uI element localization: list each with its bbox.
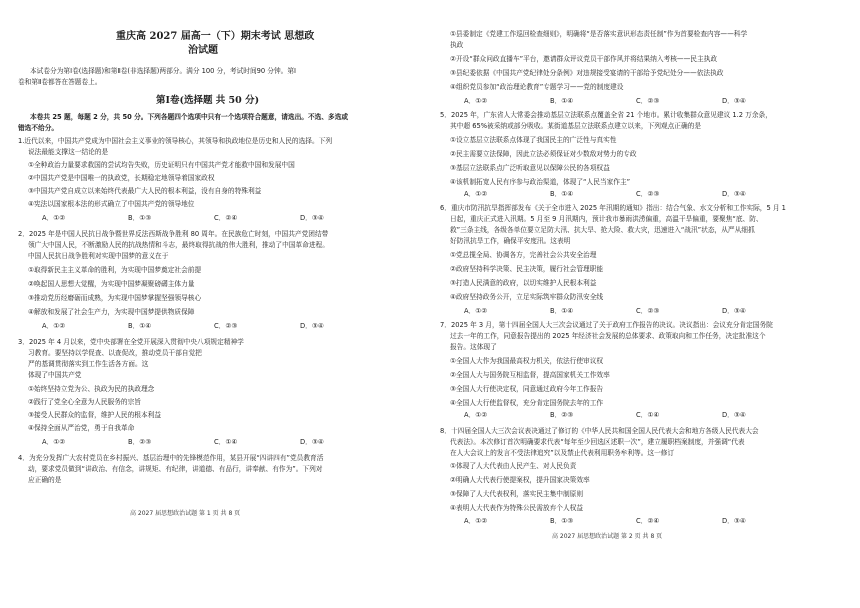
q2-option-c[interactable]: C．②③ — [214, 322, 238, 330]
q8-stem-line3: 在人大会议上的发言不受法律追究”以及禁止代表利用职务牟利等。这一修订 — [450, 449, 675, 457]
q2-stem-line3: 中国人民抗日战争胜利对实现中国梦的意义在于 — [28, 252, 169, 260]
q7-item-4: ④全国人大行使监督权，充分肯定国务院去年的工作 — [450, 399, 604, 407]
q4-item-3: ③县纪委依据《中国共产党纪律处分条例》对违规接受宴请的干部给予党纪处分——依法执政 — [450, 69, 724, 77]
q2-option-d[interactable]: D．③④ — [300, 322, 324, 330]
q7-option-a[interactable]: A．①② — [464, 411, 488, 419]
q5-option-c[interactable]: C．②③ — [636, 190, 660, 198]
q4-option-b[interactable]: B．①④ — [550, 97, 574, 105]
q3-item-4: ④保持全面从严治党，勇于自我革命 — [28, 424, 135, 432]
q6-stem-line4: 好防汛抗旱工作，确保平安度汛。这表明 — [450, 237, 571, 245]
q8-option-a[interactable]: A．①② — [464, 517, 488, 525]
q5-option-a[interactable]: A．①② — [464, 190, 488, 198]
q8-option-d[interactable]: D．③④ — [722, 517, 746, 525]
q8-item-3: ③保障了人大代表权利，落实民主集中制原则 — [450, 490, 584, 498]
q1-stem-line1: 1.近代以来，中国共产党成为中国社会主义事业的领导核心，其领导和执政地位是历史和人民的选择。下列 — [18, 137, 333, 145]
q4-stem-line2: 动，要求党员做到“讲政治、有信念，讲规矩、有纪律，讲道德、有品行，讲奉献、有作为”。下列对 — [28, 465, 323, 473]
q5-item-3: ③基层立法联系点广泛听取意见以保障公民的各项权益 — [450, 164, 610, 172]
q1-item-4: ④宪法以国家根本法的形式确立了中国共产党的领导地位 — [28, 200, 195, 208]
q7-item-1: ①全国人大作为我国最高权力机关，依法行使审议权 — [450, 357, 604, 365]
q8-item-2: ②明确人大代表行使提案权，提升国家决策效率 — [450, 476, 590, 484]
q4-option-c[interactable]: C．②③ — [636, 97, 660, 105]
right-column — [440, 0, 845, 608]
q8-item-1: ①体现了人大代表由人民产生、对人民负责 — [450, 462, 577, 470]
q3-stem-line4: 体现了中国共产党 — [28, 371, 82, 379]
q6-item-2: ②政府坚持科学决策、民主决策，履行社会管理职能 — [450, 265, 604, 273]
q5-options — [464, 190, 808, 199]
q1-option-b[interactable]: B．①③ — [128, 214, 152, 222]
q3-option-d[interactable]: D．③④ — [300, 438, 324, 446]
q3-item-1: ①始终坚持立党为公、执政为民的执政理念 — [28, 385, 155, 393]
q4-item-1-cont: 执政 — [450, 41, 464, 49]
q6-option-d[interactable]: D．③④ — [722, 307, 746, 315]
exam-title-line2: 治试题 — [188, 45, 218, 56]
q6-item-3: ③打造人民满意的政府，以切实维护人民根本利益 — [450, 279, 597, 287]
section1-title: 第Ⅰ卷(选择题 共 50 分) — [156, 95, 260, 106]
q3-option-c[interactable]: C．①④ — [214, 438, 238, 446]
q3-stem-line3: 严的基调贯彻落实到工作生活各方面。这 — [28, 360, 149, 368]
q2-item-2: ②唤起国人思想大觉醒，为实现中国梦凝聚磅礴主体力量 — [28, 280, 195, 288]
q8-option-c[interactable]: C．②④ — [636, 517, 660, 525]
q4-item-2: ②开设“群众问政直播车”平台，邀请群众评议党员干部作风并将结果纳入考核——民主执政 — [450, 55, 718, 63]
q5-stem-line1: 5．2025 年，广东省人大常委会推动基层立法联系点覆盖全省 21 个地市。累计收集群众意见建议 1.2 万余条， — [440, 111, 772, 119]
section1-instruction-line1: 本卷共 25 题，每题 2 分，共 50 分。下列各题四个选项中只有一个选项符合题意，请选出。不选、多选或 — [30, 113, 349, 121]
q4-option-d[interactable]: D．③④ — [722, 97, 746, 105]
q5-stem-line2: 其中超 65%被采纳或部分吸收。某街道基层立法联系点建立以来，下列观点正确的是 — [450, 122, 702, 130]
q7-item-3: ③全国人大行使决定权，同意通过政府今年工作报告 — [450, 385, 604, 393]
q7-item-2: ②全国人大与国务院互相监督，提高国家机关工作效率 — [450, 371, 610, 379]
intro-line1: 本试卷分为第Ⅰ卷(选择题)和第Ⅱ卷(非选择题)两部分。满分 100 分，考试时间90 分钟。第Ⅰ — [30, 67, 297, 75]
q4-stem-line1: 4．为充分发挥广大农村党员在乡村振兴、基层治理中的先锋模范作用，某县开展“四讲四有”党员教育活 — [18, 454, 324, 462]
q5-option-d[interactable]: D．③④ — [722, 190, 746, 198]
q2-option-a[interactable]: A．①② — [42, 322, 66, 330]
q7-option-b[interactable]: B．②③ — [550, 411, 574, 419]
q7-stem-line3: 报告。这体现了 — [450, 343, 497, 351]
q3-stem-line2: 习教育。要坚持以学促查、以查促改，推动党员干部自觉把 — [28, 349, 202, 357]
q8-options — [464, 517, 808, 526]
q4-item-1: ①县委制定《党建工作巡回检查细则》，明确将“是否落实意识形态责任制”作为首要检查内容——科学 — [450, 30, 748, 38]
q6-option-c[interactable]: C．②③ — [636, 307, 660, 315]
exam-title-line1: 重庆高 2027 届高一（下）期末考试 思想政 — [116, 31, 315, 42]
q2-stem-line2: 领广大中国人民，不断激励人民的抗战热情和斗志，最终取得抗战的伟大胜利，推动了中国革命进程。 — [28, 241, 329, 249]
q6-stem-line3: 救”三条主线，各级各单位要立足防大汛、抗大旱、抢大险、救大灾，迅速进入“战汛”状态，从严从细抓 — [450, 226, 755, 234]
q3-item-3: ③接受人民群众的监督，维护人民的根本利益 — [28, 411, 162, 419]
q2-option-b[interactable]: B．①④ — [128, 322, 152, 330]
left-column — [18, 0, 420, 608]
q6-item-1: ①党总揽全局、协调各方，完善社会公共安全治理 — [450, 251, 597, 259]
q3-option-b[interactable]: B．②③ — [128, 438, 152, 446]
q3-stem-line1: 3．2025 年 4 月以来，党中央部署在全党开展深入贯彻中央八项规定精神学 — [18, 338, 244, 346]
q8-option-b[interactable]: B．①③ — [550, 517, 574, 525]
q1-option-d[interactable]: D．③④ — [300, 214, 324, 222]
q2-stem-line1: 2．2025 年是中国人民抗日战争暨世界反法西斯战争胜利 80 周年。在民族危亡时刻，中国共产党团结带 — [18, 230, 329, 238]
q2-item-1: ①取得新民主主义革命的胜利，为实现中国梦奠定社会前提 — [28, 266, 202, 274]
q7-option-c[interactable]: C．①④ — [636, 411, 660, 419]
q1-option-c[interactable]: C．②④ — [214, 214, 238, 222]
section1-instruction-line2: 错选不给分。 — [18, 124, 59, 132]
q5-item-2: ②民主需要立法保障，因此立法必须保证对少数敌对势力的专政 — [450, 150, 637, 158]
q2-item-3: ③推动党历经磨砺而成熟，为实现中国梦掌握坚强领导核心 — [28, 294, 202, 302]
q1-option-a[interactable]: A．①② — [42, 214, 66, 222]
q5-item-1: ①设立基层立法联系点体现了我国民主的广泛性与真实性 — [450, 136, 617, 144]
q5-option-b[interactable]: B．①④ — [550, 190, 574, 198]
q3-option-a[interactable]: A．①② — [42, 438, 66, 446]
q2-item-4: ④解放和发展了社会生产力，为实现中国梦提供物质保障 — [28, 308, 195, 316]
q4-option-a[interactable]: A．①② — [464, 97, 488, 105]
q6-option-b[interactable]: B．①④ — [550, 307, 574, 315]
q8-stem-line1: 8．十四届全国人大三次会议表决通过了修订的《中华人民共和国全国人民代表大会和地方各级人民代表大会 — [440, 427, 759, 435]
q7-options — [464, 411, 808, 420]
q8-item-4: ④表明人大代表作为特殊公民需放弃个人权益 — [450, 504, 584, 512]
q8-stem-line2: 代表法》。本次修订首次明确要求代表“每年至少回选区述职一次”，建立履职档案制度，并强调“代表 — [450, 438, 745, 446]
right-page-footer: 高 2027 届思想政治试题 第 2 页 共 8 页 — [552, 533, 663, 540]
q5-item-4: ④该机制拓宽人民有序参与政治渠道，体现了“人民当家作主” — [450, 178, 631, 186]
q6-stem-line2: 日起，重庆正式进入汛期。5 月至 9 月汛期内，预计我市暴雨洪涝偏重，高温干旱偏重，要聚焦“底、防、 — [450, 215, 763, 223]
q6-option-a[interactable]: A．①② — [464, 307, 488, 315]
q3-item-2: ②践行了党全心全意为人民服务的宗旨 — [28, 398, 141, 406]
q2-options — [42, 322, 386, 331]
q7-option-d[interactable]: D．③④ — [722, 411, 746, 419]
q7-stem-line2: 过去一年的工作，同意报告提出的 2025 年经济社会发展的总体要求、政策取向和工作任务，决定批准这个 — [450, 332, 766, 340]
q1-options — [42, 214, 386, 223]
q3-options — [42, 438, 386, 447]
q1-item-2: ②中国共产党是中国唯一的执政党，长期稳定地领导着国家政权 — [28, 174, 215, 182]
q1-item-3: ③中国共产党自成立以来始终代表最广大人民的根本利益，没有自身的特殊利益 — [28, 187, 262, 195]
q7-stem-line1: 7．2025 年 3 月，第十四届全国人大三次会议通过了关于政府工作报告的决议。决议指出：会议充分肯定国务院 — [440, 321, 773, 329]
q4-stem-line3: 应正确的是 — [28, 476, 62, 484]
q6-item-4: ④政府坚持政务公开，立足实际筑牢群众防汛安全线 — [450, 293, 604, 301]
q4-item-4: ④组织党员参加“政治理论教育”专题学习——党的制度建设 — [450, 83, 624, 91]
q1-stem-line2: 说法最能支撑这一结论的是 — [28, 148, 109, 156]
intro-line2: 卷和第Ⅱ卷都答在答题卷上。 — [18, 78, 102, 86]
left-page-footer: 高 2027 届思想政治试题 第 1 页 共 8 页 — [130, 510, 241, 517]
q6-stem-line1: 6．重庆市防汛抗旱指挥部发布《关于全市进入 2025 年汛期的通知》指出：结合气象、水文分析和工作实际，5 月 1 — [440, 204, 786, 212]
q4-options — [464, 97, 808, 106]
q6-options — [464, 307, 808, 316]
q1-item-1: ①全种政治力量要求救国的尝试均告失败，历史证明只有中国共产党才能救中国和发展中国 — [28, 161, 295, 169]
